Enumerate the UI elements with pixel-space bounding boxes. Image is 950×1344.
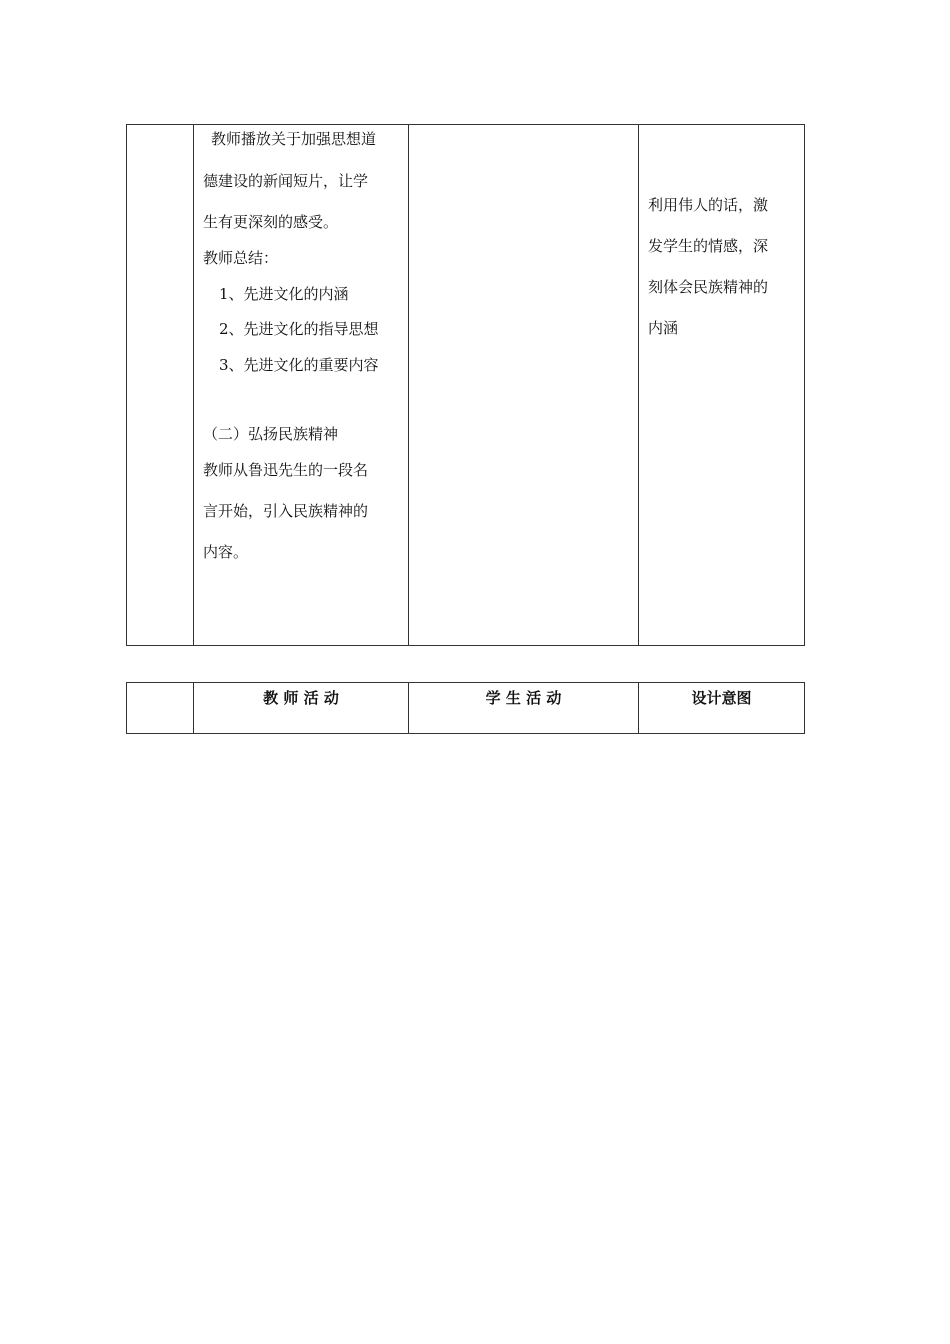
teacher-text-line: 言开始，引入民族精神的 <box>203 502 369 520</box>
column-divider <box>408 125 409 645</box>
column-divider <box>193 125 194 645</box>
teacher-text-line: 教师从鲁迅先生的一段名 <box>203 461 369 479</box>
lesson-table-continued <box>126 124 805 646</box>
teacher-text-line: 内容。 <box>203 543 249 561</box>
summary-item: 1、先进文化的内涵 <box>219 285 349 303</box>
teacher-summary-heading: 教师总结： <box>203 249 279 267</box>
teacher-text-line: 教师播放关于加强思想道 <box>211 130 377 148</box>
section-heading: （二）弘扬民族精神 <box>203 425 339 443</box>
design-text-line: 发学生的情感，深 <box>648 237 769 255</box>
design-text-line: 刻体会民族精神的 <box>648 278 769 296</box>
teacher-text-line: 德建设的新闻短片，让学 <box>203 172 369 190</box>
header-design-intent: 设计意图 <box>691 689 752 707</box>
column-divider <box>638 125 639 645</box>
summary-item: 2、先进文化的指导思想 <box>219 320 379 338</box>
teacher-text-line: 生有更深刻的感受。 <box>203 213 339 231</box>
design-text-line: 内涵 <box>648 319 679 337</box>
design-text-line: 利用伟人的话，激 <box>648 196 769 214</box>
header-student-activity: 学 生 活 动 <box>485 689 562 707</box>
lesson-table-header <box>126 682 805 734</box>
summary-item: 3、先进文化的重要内容 <box>219 356 379 374</box>
header-teacher-activity: 教 师 活 动 <box>263 689 339 707</box>
